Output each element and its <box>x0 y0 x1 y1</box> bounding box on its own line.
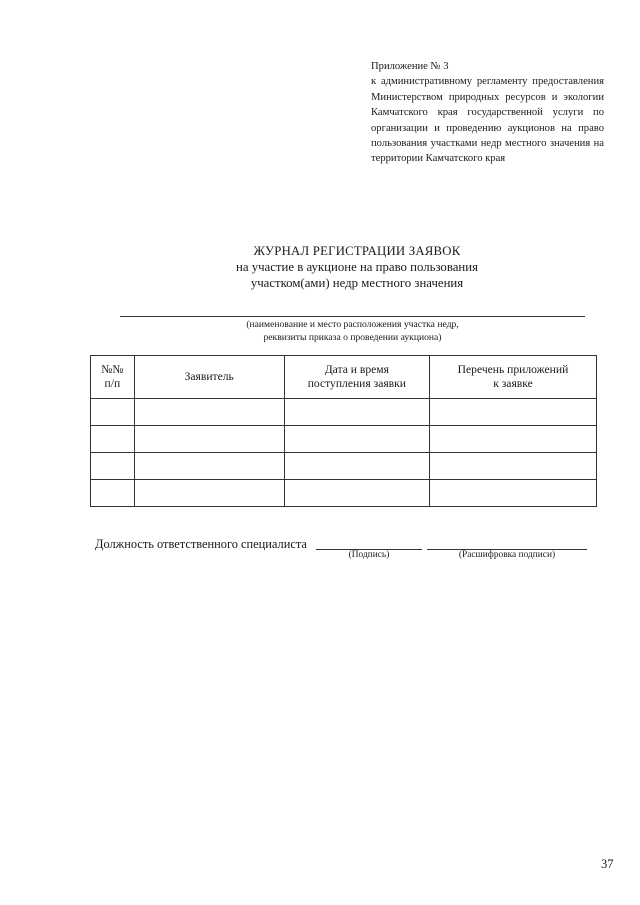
appendix-number: Приложение № 3 <box>371 61 449 72</box>
table-cell <box>91 453 135 480</box>
table-cell <box>429 480 596 507</box>
registration-table <box>90 355 597 507</box>
appendix-text: к административному регламенту предоставления Министерством природных ресурсов и экологии Камчатского края государственной услуги по организации и проведению аукционов на право пользования участками недр местного значения на территории Камчатского края <box>371 76 604 165</box>
subsoil-name-caption <box>120 319 585 344</box>
header-number <box>91 356 135 399</box>
appendix-block <box>371 59 604 167</box>
header-applicant-label: Заявитель <box>184 370 234 383</box>
caption-line-2: реквизиты приказа о проведении аукциона) <box>263 331 442 343</box>
table-row <box>91 480 597 507</box>
signature-caption: (Подпись) <box>348 550 390 560</box>
header-datetime-line-2: поступления заявки <box>307 377 406 390</box>
table-row <box>91 453 597 480</box>
subsoil-name-line <box>120 316 585 317</box>
responsible-specialist-label: Должность ответственного специалиста <box>95 537 307 551</box>
table-cell <box>284 453 429 480</box>
header-applicant <box>134 356 284 399</box>
document-title <box>170 243 544 291</box>
table-cell <box>134 399 284 426</box>
table-cell <box>134 453 284 480</box>
header-datetime-line-1: Дата и время <box>324 363 389 376</box>
title-line-1: ЖУРНАЛ РЕГИСТРАЦИИ ЗАЯВОК <box>253 244 461 258</box>
title-line-2: на участие в аукционе на право пользования <box>236 260 478 274</box>
table-cell <box>429 399 596 426</box>
table-cell <box>429 453 596 480</box>
table-cell <box>91 399 135 426</box>
page-number: 37 <box>601 857 614 871</box>
table-row <box>91 426 597 453</box>
table-cell <box>91 480 135 507</box>
header-attachments-line-1: Перечень приложений <box>457 363 569 376</box>
table-row <box>91 399 597 426</box>
table-cell <box>284 399 429 426</box>
header-attachments <box>429 356 596 399</box>
header-datetime <box>284 356 429 399</box>
table-cell <box>429 426 596 453</box>
table-cell <box>134 480 284 507</box>
header-number-line-1: №№ <box>101 363 124 376</box>
table-header-row <box>91 356 597 399</box>
caption-line-1: (наименование и место расположения участка недр, <box>246 319 459 330</box>
header-number-line-2: п/п <box>104 377 121 390</box>
table-cell <box>284 426 429 453</box>
table-cell <box>91 426 135 453</box>
table-cell <box>284 480 429 507</box>
signature-transcript-caption: (Расшифровка подписи) <box>458 550 556 560</box>
header-attachments-line-2: к заявке <box>493 377 533 390</box>
table-cell <box>134 426 284 453</box>
title-line-3: участком(ами) недр местного значения <box>250 276 464 290</box>
